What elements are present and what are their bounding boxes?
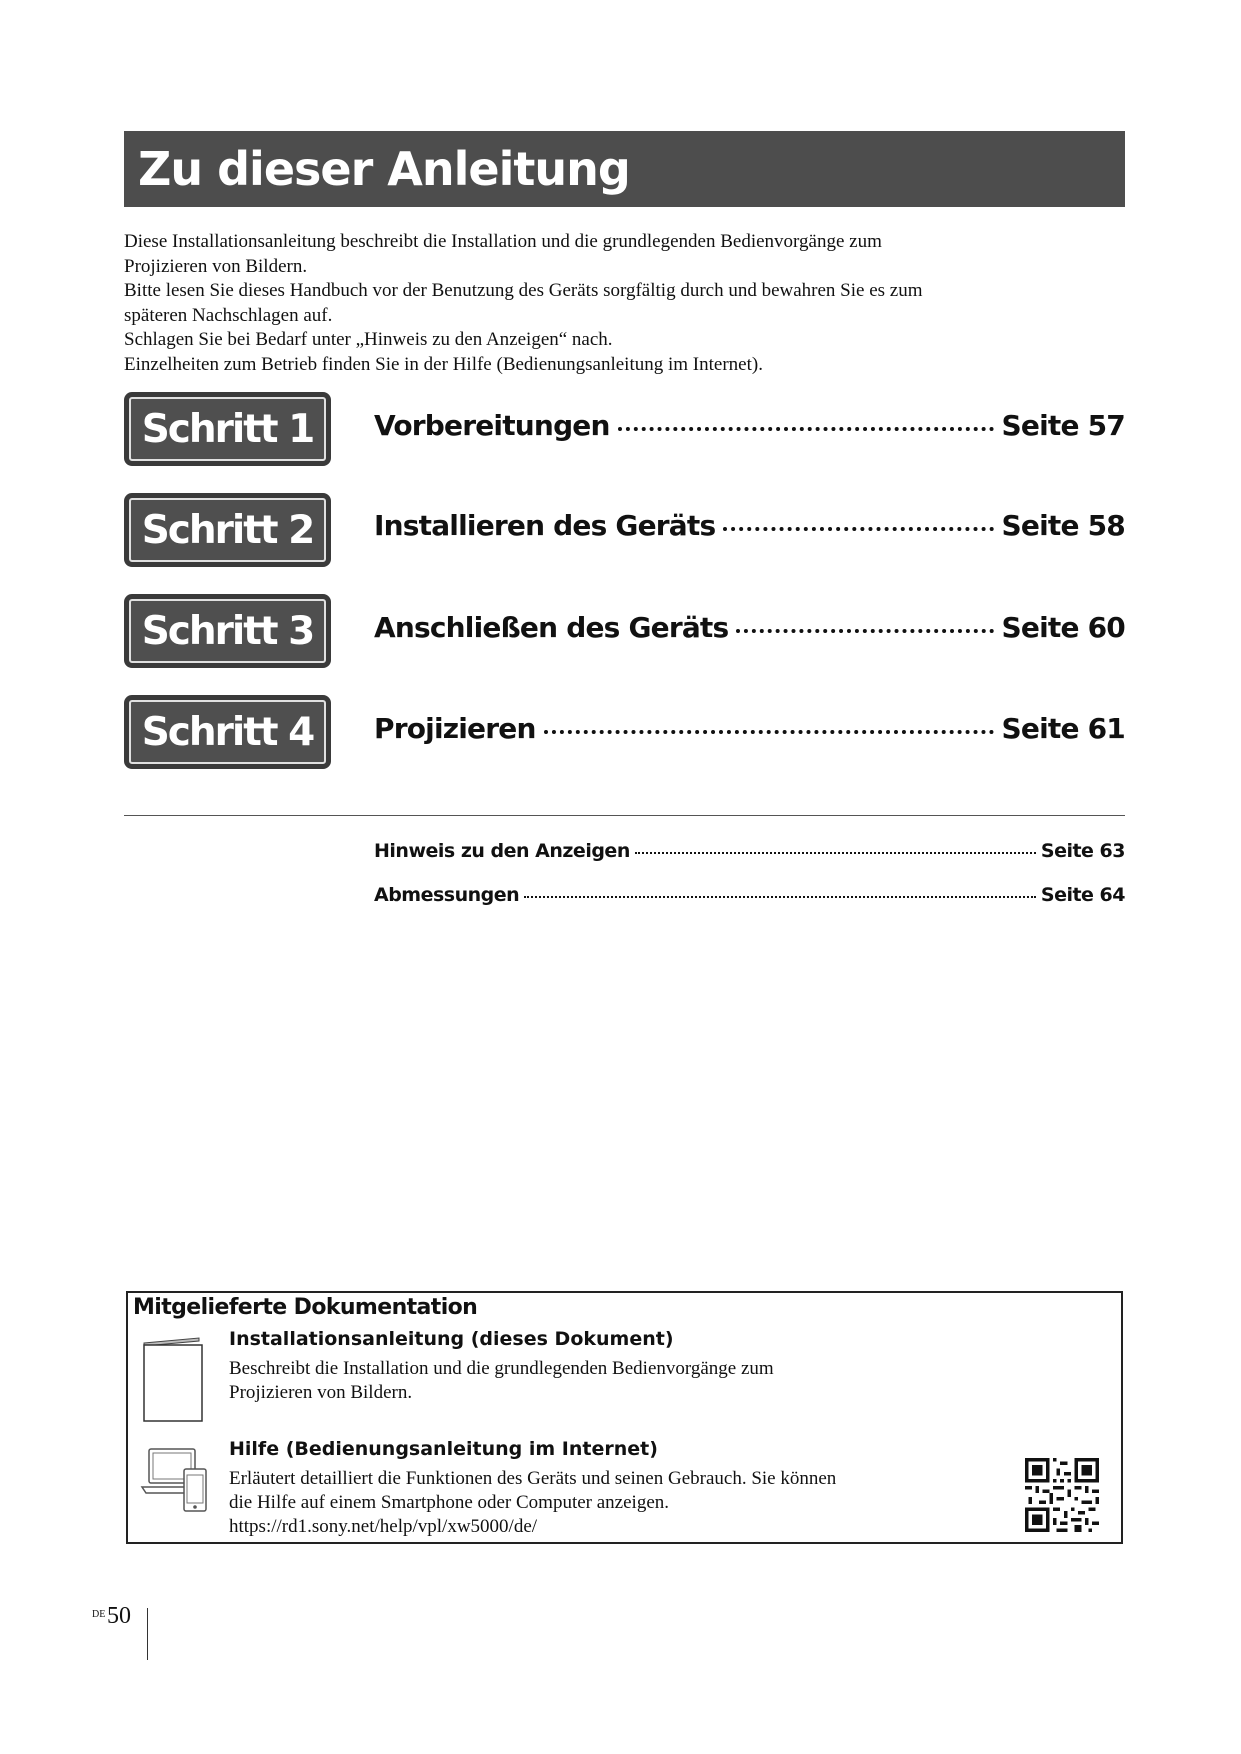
dot-leader — [544, 730, 994, 734]
toc-entry-anschliessen[interactable] — [374, 611, 1125, 651]
toc-entry-hinweis[interactable] — [374, 840, 1125, 868]
doc-item-title: Installationsanleitung (dieses Dokument) — [229, 1328, 674, 1350]
step-badge-3 — [124, 594, 331, 668]
intro-line: späteren Nachschlagen auf. — [124, 304, 333, 326]
box-title: Mitgelieferte Dokumentation — [133, 1295, 478, 1320]
intro-line: Einzelheiten zum Betrieb finden Sie in der Hilfe (Bedienungsanleitung im Internet). — [124, 353, 763, 375]
step-badge-1 — [124, 392, 331, 466]
doc-item-description — [229, 1467, 929, 1539]
section-divider — [124, 815, 1125, 816]
toc-entry-title: Anschließen des Geräts — [374, 611, 729, 644]
toc-entry-installieren[interactable] — [374, 509, 1125, 549]
toc-entry-title: Abmessungen — [374, 884, 520, 906]
toc-entry-title: Installieren des Geräts — [374, 509, 716, 542]
step-badge-4 — [124, 695, 331, 769]
toc-entry-page: Seite 61 — [1001, 712, 1125, 745]
dot-leader — [635, 852, 1036, 854]
dot-leader — [524, 896, 1036, 898]
toc-entry-title: Hinweis zu den Anzeigen — [374, 840, 630, 862]
dot-leader — [723, 527, 993, 531]
qr-code-icon — [1025, 1458, 1099, 1532]
doc-item-description — [229, 1357, 929, 1405]
toc-entry-projizieren[interactable] — [374, 712, 1125, 752]
toc-entry-page: Seite 63 — [1040, 840, 1125, 862]
page-title: Zu dieser Anleitung — [138, 142, 630, 196]
toc-entry-abmessungen[interactable] — [374, 884, 1125, 912]
step-badge-label: Schritt 2 — [141, 507, 314, 553]
step-badge-label: Schritt 1 — [141, 406, 314, 452]
doc-item-line: Beschreibt die Installation und die grundlegenden Bedienvorgänge zum — [229, 1358, 774, 1379]
intro-line: Schlagen Sie bei Bedarf unter „Hinweis zu den Anzeigen“ nach. — [124, 329, 613, 350]
intro-line: Diese Installationsanleitung beschreibt die Installation und die grundlegenden Bedienvorgänge zum — [124, 231, 882, 252]
help-url[interactable]: https://rd1.sony.net/help/vpl/xw5000/de/ — [229, 1516, 538, 1537]
toc-entry-page: Seite 58 — [1001, 509, 1125, 542]
supplied-documentation-box — [126, 1291, 1123, 1544]
page-number: 50 — [107, 1603, 131, 1629]
toc-entry-page: Seite 57 — [1001, 409, 1125, 442]
toc-entry-title: Vorbereitungen — [374, 409, 610, 442]
laptop-phone-icon — [140, 1445, 210, 1517]
language-code: DE — [92, 1609, 106, 1620]
toc-entry-vorbereitungen[interactable] — [374, 409, 1125, 449]
toc-entry-page: Seite 60 — [1001, 611, 1125, 644]
toc-entry-page: Seite 64 — [1040, 884, 1125, 906]
header-bar — [124, 131, 1125, 207]
intro-line: Bitte lesen Sie dieses Handbuch vor der Benutzung des Geräts sorgfältig durch und bewahren Sie es zum — [124, 280, 923, 301]
step-badge-2 — [124, 493, 331, 567]
intro-line: Projizieren von Bildern. — [124, 255, 308, 277]
dot-leader — [618, 427, 994, 431]
doc-item-title: Hilfe (Bedienungsanleitung im Internet) — [229, 1438, 658, 1460]
dot-leader — [736, 629, 993, 633]
doc-item-line: die Hilfe auf einem Smartphone oder Computer anzeigen. — [229, 1492, 670, 1513]
toc-entry-title: Projizieren — [374, 712, 536, 745]
footer-divider — [147, 1608, 148, 1660]
booklet-icon — [143, 1335, 205, 1423]
doc-item-line: Projizieren von Bildern. — [229, 1382, 413, 1403]
doc-item-line: Erläutert detailliert die Funktionen des Geräts und seinen Gebrauch. Sie können — [229, 1468, 837, 1489]
intro-text — [124, 230, 1044, 377]
step-badge-label: Schritt 3 — [141, 608, 314, 654]
step-badge-label: Schritt 4 — [141, 709, 314, 755]
